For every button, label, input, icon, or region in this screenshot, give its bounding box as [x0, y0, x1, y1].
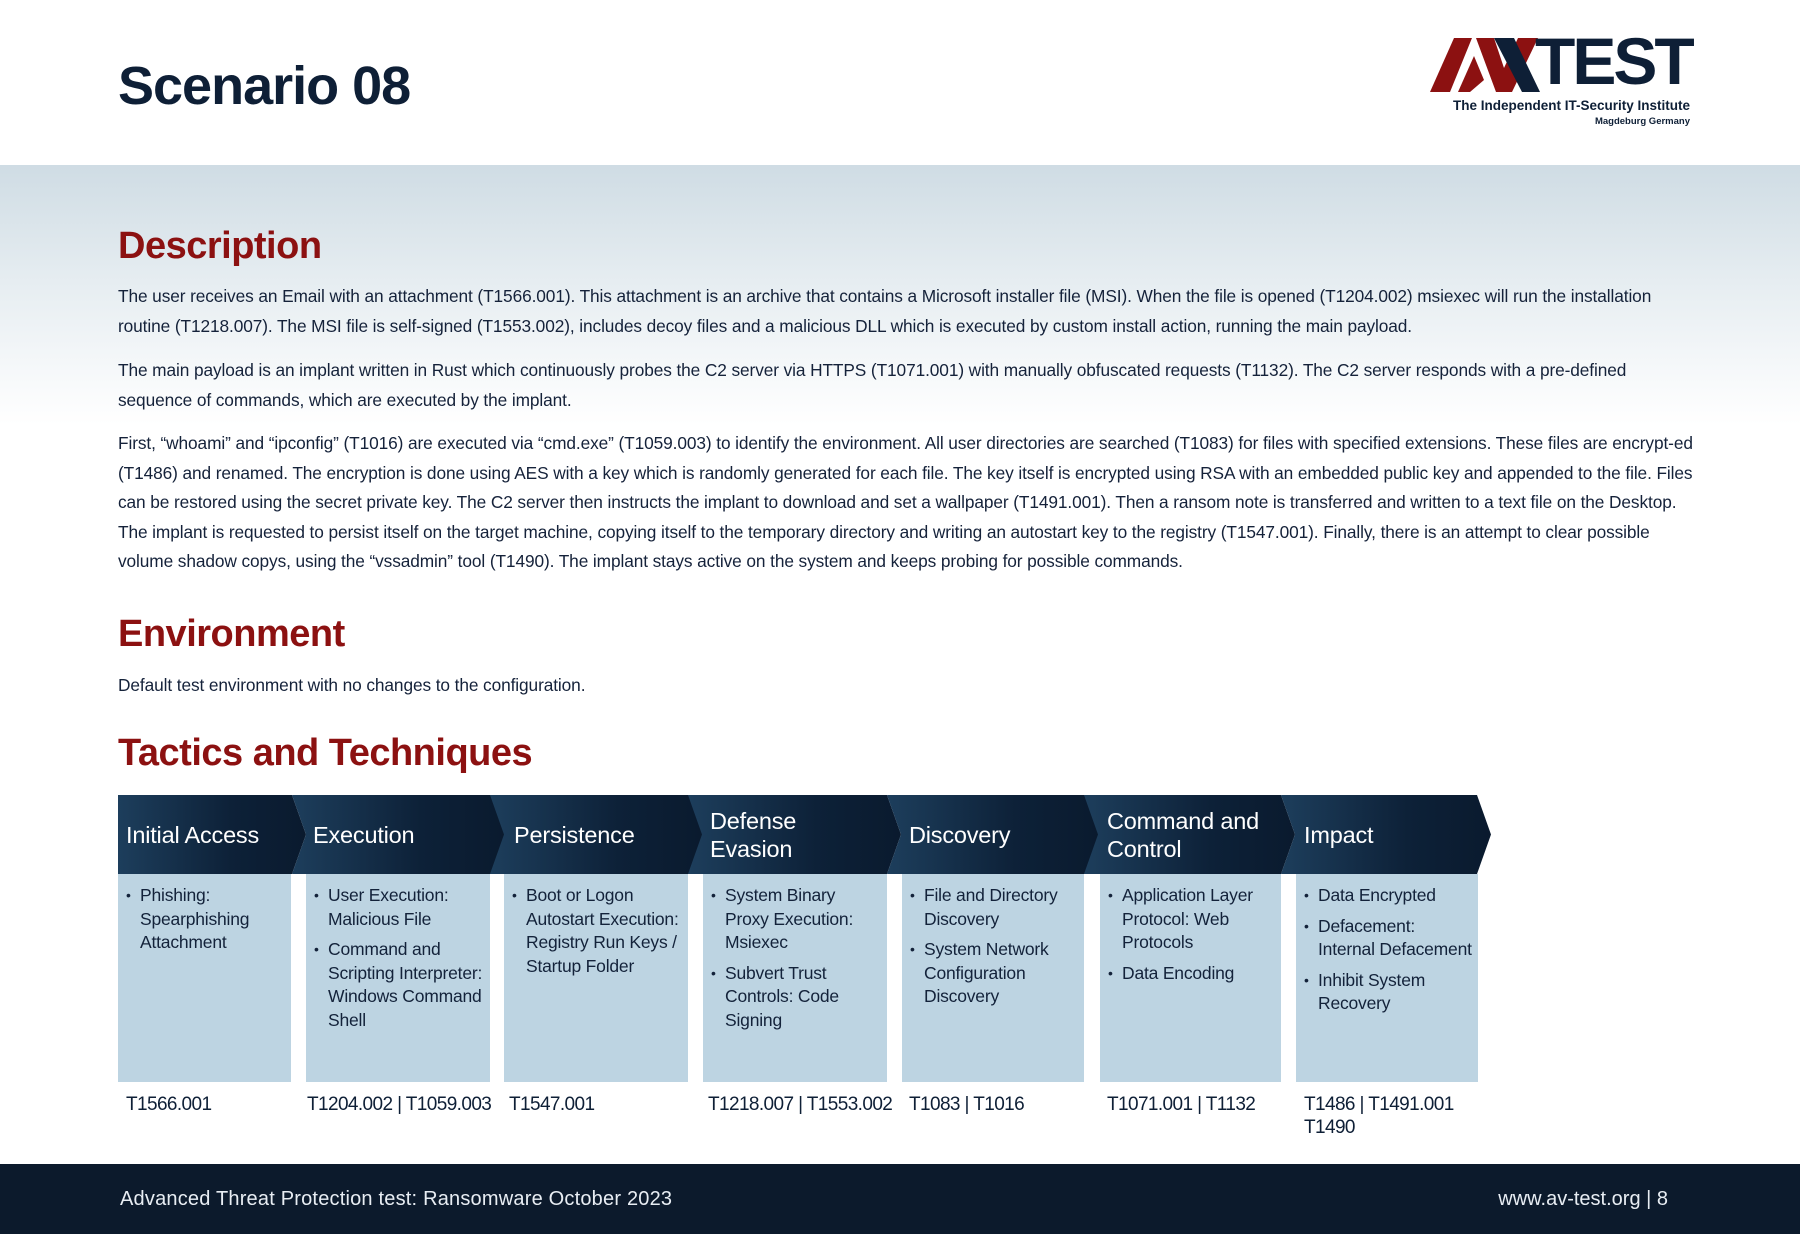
technique-ids: T1218.007 | T1553.002 — [708, 1094, 893, 1115]
environment-heading: Environment — [118, 613, 345, 655]
technique-item: • File and Directory Discovery — [908, 884, 1078, 931]
technique-box — [1296, 874, 1478, 1082]
technique-item: • System Binary Proxy Execution: Msiexec — [709, 884, 881, 955]
tactic-label: Persistence — [514, 821, 635, 848]
tactics-chain — [118, 795, 1498, 1140]
description-heading: Description — [118, 225, 322, 267]
tactic-label: Initial Access — [126, 821, 260, 848]
technique-item: • Data Encoding — [1106, 962, 1275, 986]
tactic-label: Execution — [313, 821, 415, 848]
technique-ids: T1204.002 | T1059.003 — [307, 1094, 492, 1115]
tactic-label: Impact — [1304, 821, 1374, 848]
logo-location: Magdeburg Germany — [1594, 116, 1690, 127]
tactic-label: Discovery — [909, 821, 1011, 848]
tactics-heading: Tactics and Techniques — [118, 732, 533, 774]
technique-item: • User Execution: Malicious File — [312, 884, 484, 931]
tactic-label: Defense Evasion — [710, 807, 797, 862]
technique-ids: T1566.001 — [126, 1094, 212, 1115]
technique-item: • Command and Scripting Interpreter: Windows Command Shell — [312, 938, 484, 1032]
technique-ids: T1486 | T1491.001 T1490 — [1304, 1094, 1454, 1138]
technique-ids: T1083 | T1016 — [909, 1094, 1025, 1115]
technique-box — [118, 874, 291, 1082]
technique-item: • Defacement: Internal Defacement — [1302, 915, 1472, 962]
technique-box — [504, 874, 688, 1082]
footer-report-title: Advanced Threat Protection test: Ransomware October 2023 — [120, 1187, 673, 1210]
technique-item: • System Network Configuration Discovery — [908, 938, 1078, 1009]
environment-text: Default test environment with no changes to the configuration. — [118, 675, 586, 695]
logo-tagline: The Independent IT-Security Institute — [1452, 98, 1690, 113]
technique-item: • Boot or Logon Autostart Execution: Registry Run Keys / Startup Folder — [510, 884, 682, 978]
technique-item: • Application Layer Protocol: Web Protocols — [1106, 884, 1275, 955]
technique-box — [1100, 874, 1281, 1082]
technique-ids: T1071.001 | T1132 — [1107, 1094, 1256, 1115]
tactic-label: Command and Control — [1107, 807, 1259, 862]
technique-item: • Data Encrypted — [1302, 884, 1472, 908]
technique-box — [902, 874, 1084, 1082]
footer-website-page-number: www.av-test.org | 8 — [1498, 1187, 1668, 1210]
technique-ids: T1547.001 — [509, 1094, 595, 1115]
description-paragraph: The main payload is an implant written in Rust which continuously probes the C2 server via HTTPS (T1071.001) with manually obfuscated requests (T1132). The C2 server responds with a pre-defined sequence of commands, which are executed by the implant. — [118, 360, 1627, 410]
logo-wordmark: TEST — [1535, 24, 1692, 98]
page-title: Scenario 08 — [118, 56, 411, 116]
page-footer — [0, 1164, 1800, 1234]
technique-box — [703, 874, 887, 1082]
av-test-logo — [1430, 24, 1692, 134]
description-paragraph: First, “whoami” and “ipconfig” (T1016) are executed via “cmd.exe” (T1059.003) to identify the environment. All user directories are searched (T1083) for files with specified extensions. These files are encrypt-ed (T1486) and renamed. The encryption is done using AES with a key which is randomly generated for each file. The key itself is encrypted using RSA with an embedded public key and appended to the file. Files can be restored using the secret private key. The C2 server then instructs the implant to download and set a wallpaper (T1491.001). Then a ransom note is transferred and written to a text file on the Desktop. The implant is requested to persist itself on the target machine, copying itself to the temporary directory and writing an autostart key to the registry (T1547.001). Finally, there is an attempt to clear possible volume shadow copys, using the “vssadmin” tool (T1490). The implant stays active on the system and keeps probing for possible commands. — [118, 433, 1693, 571]
technique-box — [306, 874, 490, 1082]
technique-item: • Inhibit System Recovery — [1302, 969, 1472, 1016]
av-logo-mark-icon — [1430, 34, 1540, 96]
description-paragraph: The user receives an Email with an attachment (T1566.001). This attachment is an archive that contains a Microsoft installer file (MSI). When the file is opened (T1204.002) msiexec will run the installation routine (T1218.007). The MSI file is self-signed (T1553.002), includes decoy files and a malicious DLL which is executed by custom install action, running the main payload. — [118, 286, 1652, 336]
technique-item: • Subvert Trust Controls: Code Signing — [709, 962, 881, 1033]
technique-item: • Phishing: Spearphishing Attachment — [124, 884, 285, 955]
